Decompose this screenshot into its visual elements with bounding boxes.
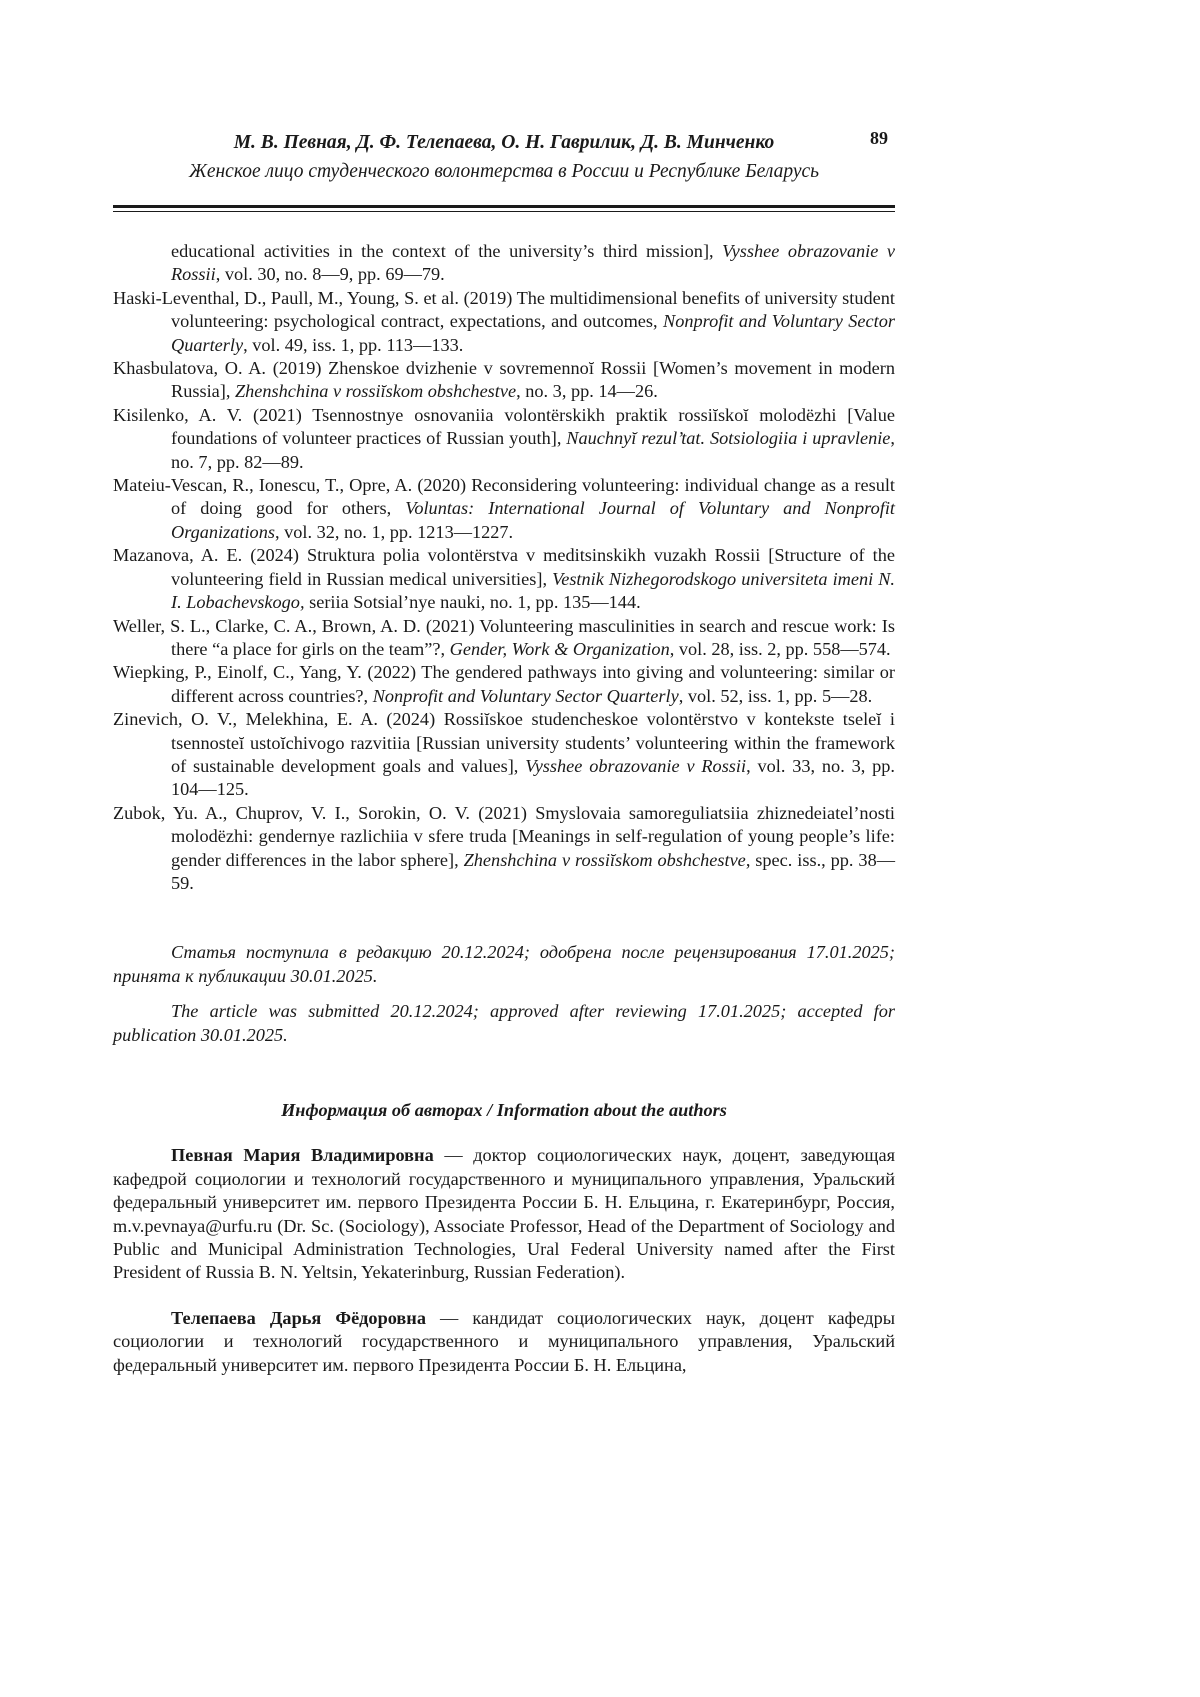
author-bio: Телепаева Дарья Фёдоровна — кандидат социологических наук, доцент кафедры социологии и технологий государственного и муниципального управления, Уральский федеральный университет им. первого Президента России Б. Н. Ельцина, xyxy=(113,1307,895,1377)
journal-page xyxy=(0,0,1200,1697)
reference-item: Zinevich, O. V., Melekhina, E. A. (2024) Rossiĭskoe studencheskoe volontërstvo v kontekste tseleĭ i tsennosteĭ ustoĭchivogo razvitiia [Russian university students’ volunteering within the framework of sustainable development goals and values], Vysshee obrazovanie v Rossii, vol. 33, no. 3, pp. 104—125. xyxy=(113,708,895,802)
authors-section-title: Информация об авторах / Information about the authors xyxy=(113,1099,895,1122)
author-name: Телепаева Дарья Фёдоровна xyxy=(171,1308,426,1328)
dates-ru: Статья поступила в редакцию 20.12.2024; одобрена после рецензирования 17.01.2025; принята к публикации 30.01.2025. xyxy=(113,941,895,988)
reference-item: educational activities in the context of the university’s third mission], Vysshee obrazovanie v Rossii, vol. 30, no. 8—9, pp. 69—79. xyxy=(113,240,895,287)
page-number: 89 xyxy=(870,128,888,149)
header-rule-thick xyxy=(113,205,895,208)
reference-item: Khasbulatova, O. A. (2019) Zhenskoe dvizhenie v sovremennoĭ Rossii [Women’s movement in modern Russia], Zhenshchina v rossiĭskom obshchestve, no. 3, pp. 14—26. xyxy=(113,357,895,404)
reference-item: Mazanova, A. E. (2024) Struktura polia volontërstva v meditsinskikh vuzakh Rossii [Structure of the volunteering field in Russian medical universities], Vestnik Nizhegorodskogo universiteta imeni N. I. Lobachevskogo, seriia Sotsial’nye nauki, no. 1, pp. 135—144. xyxy=(113,544,895,614)
reference-item: Kisilenko, A. V. (2021) Tsennostnye osnovaniia volontërskikh praktik rossiĭskoĭ molodëzhi [Value foundations of volunteer practices of Russian youth], Nauchnyĭ rezul’tat. Sotsiologiia i upravlenie, no. 7, pp. 82—89. xyxy=(113,404,895,474)
reference-item: Zubok, Yu. A., Chuprov, V. I., Sorokin, O. V. (2021) Smyslovaia samoreguliatsiia zhiznedeiatel’nosti molodëzhi: gendernye razlichiia v sfere truda [Meanings in self-regulation of young people’s life: gender differences in the labor sphere], Zhenshchina v rossiĭskom obshchestve, spec. iss., pp. 38—59. xyxy=(113,802,895,896)
header-subtitle: Женское лицо студенческого волонтерства в России и Республике Беларусь xyxy=(113,158,895,186)
author-bio: Певная Мария Владимировна — доктор социологических наук, доцент, заведующая кафедрой социологии и технологий государственного и муниципального управления, Уральский федеральный университет им. первого Президента России Б. Н. Ельцина, г. Екатеринбург, Россия, m.v.pevnaya@urfu.ru (Dr. Sc. (Sociology), Associate Professor, Head of the Department of Sociology and Public and Municipal Administration Technologies, Ural Federal University named after the First President of Russia B. N. Yeltsin, Yekaterinburg, Russian Federation). xyxy=(113,1144,895,1284)
article-dates xyxy=(113,941,895,1047)
reference-item: Wiepking, P., Einolf, C., Yang, Y. (2022) The gendered pathways into giving and volunteering: similar or different across countries?, Nonprofit and Voluntary Sector Quarterly, vol. 52, iss. 1, pp. 5—28. xyxy=(113,661,895,708)
reference-list xyxy=(113,240,895,895)
reference-item: Mateiu-Vescan, R., Ionescu, T., Opre, A. (2020) Reconsidering volunteering: individual change as a result of doing good for others, Voluntas: International Journal of Voluntary and Nonprofit Organizations, vol. 32, no. 1, pp. 1213—1227. xyxy=(113,474,895,544)
page-body xyxy=(113,240,895,1377)
running-header xyxy=(113,128,895,186)
dates-en: The article was submitted 20.12.2024; approved after reviewing 17.01.2025; accepted for publication 30.01.2025. xyxy=(113,1000,895,1047)
reference-item: Weller, S. L., Clarke, C. A., Brown, A. D. (2021) Volunteering masculinities in search and rescue work: Is there “a place for girls on the team”?, Gender, Work & Organization, vol. 28, iss. 2, pp. 558—574. xyxy=(113,615,895,662)
header-rule-thin xyxy=(113,211,895,212)
author-name: Певная Мария Владимировна xyxy=(171,1145,434,1165)
reference-item: Haski-Leventhal, D., Paull, M., Young, S. et al. (2019) The multidimensional benefits of university student volunteering: psychological contract, expectations, and outcomes, Nonprofit and Voluntary Sector Quarterly, vol. 49, iss. 1, pp. 113—133. xyxy=(113,287,895,357)
header-authors: М. В. Певная, Д. Ф. Телепаева, О. Н. Гаврилик, Д. В. Минченко xyxy=(113,128,895,158)
